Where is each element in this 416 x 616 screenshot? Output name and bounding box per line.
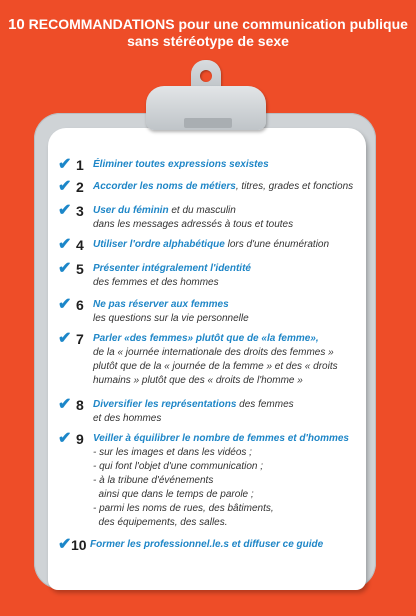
item-text: [93, 204, 363, 232]
item-detail-line: des équipements, des salles.: [93, 517, 228, 528]
title-number: 10: [8, 16, 25, 33]
item-number: 2: [76, 179, 84, 195]
page-title: [0, 16, 416, 50]
item-text: [93, 298, 363, 326]
item-highlight: User du féminin: [93, 205, 169, 216]
item-rest: et du masculin: [168, 205, 236, 216]
item-detail-line: des femmes et des hommes: [93, 277, 219, 288]
item-text: [93, 180, 363, 194]
clip-hole: [200, 70, 212, 82]
title-line2: sans stéréotype de sexe: [127, 33, 289, 49]
check-icon: ✔: [58, 178, 72, 195]
item-detail-line: - sur les images et dans les vidéos ;: [93, 447, 252, 458]
item-text: [93, 432, 363, 530]
item-detail-line: - qui font l'objet d'une communication ;: [93, 461, 264, 472]
item-detail-line: - à la tribune d'événements: [93, 475, 214, 486]
item-detail-line: plutôt que de la « journée de la femme » et des « droits: [93, 361, 338, 372]
item-highlight: Veiller à équilibrer le nombre de femmes et d'hommes: [93, 433, 349, 444]
check-icon: ✔: [58, 202, 72, 219]
item-highlight: Présenter intégralement l'identité: [93, 263, 251, 274]
item-number: 4: [76, 237, 84, 253]
item-highlight: Parler «des femmes» plutôt que de «la femme»,: [93, 333, 319, 344]
check-icon: ✔: [58, 396, 72, 413]
item-highlight: Utiliser l'ordre alphabétique: [93, 239, 225, 250]
item-highlight: Éliminer toutes expressions sexistes: [93, 159, 269, 170]
item-detail-line: dans les messages adressés à tous et toutes: [93, 219, 294, 230]
check-icon: ✔: [58, 296, 72, 313]
item-highlight: Ne pas réserver aux femmes: [93, 299, 229, 310]
item-highlight: Former les professionnel.le.s et diffuser ce guide: [90, 539, 324, 550]
item-number: 7: [76, 331, 84, 347]
title-line1: RECOMMANDATIONS pour une communication publique: [28, 16, 408, 32]
check-icon: ✔: [58, 330, 72, 347]
item-number: 1: [76, 157, 84, 173]
item-detail-line: les questions sur la vie personnelle: [93, 313, 249, 324]
check-icon: ✔: [58, 430, 72, 447]
item-highlight: Accorder les noms de métiers: [93, 181, 236, 192]
item-text: [90, 538, 360, 552]
item-rest: lors d'une énumération: [224, 239, 330, 250]
item-detail-line: de la « journée internationale des droits des femmes »: [93, 347, 334, 358]
item-number: 6: [76, 297, 84, 313]
item-number: 9: [76, 431, 84, 447]
check-icon: ✔: [58, 156, 72, 173]
item-rest: , titres, grades et fonctions: [235, 181, 354, 192]
item-text: [93, 238, 363, 252]
check-icon: ✔: [58, 260, 72, 277]
item-number: 10: [71, 537, 87, 553]
clip-notch: [184, 118, 232, 128]
item-rest: des femmes: [236, 399, 294, 410]
item-number: 3: [76, 203, 84, 219]
check-icon: ✔: [58, 236, 72, 253]
item-text: [93, 398, 363, 426]
item-text: [93, 262, 363, 290]
item-detail-line: - parmi les noms de rues, des bâtiments,: [93, 503, 274, 514]
item-text: [93, 158, 363, 172]
item-number: 5: [76, 261, 84, 277]
check-icon: ✔: [58, 536, 72, 553]
item-detail-line: humains » plutôt que des « droits de l'homme »: [93, 375, 303, 386]
item-number: 8: [76, 397, 84, 413]
item-detail-line: et des hommes: [93, 413, 162, 424]
item-text: [93, 332, 363, 388]
item-highlight: Diversifier les représentations: [93, 399, 237, 410]
item-detail-line: ainsi que dans le temps de parole ;: [93, 489, 254, 500]
